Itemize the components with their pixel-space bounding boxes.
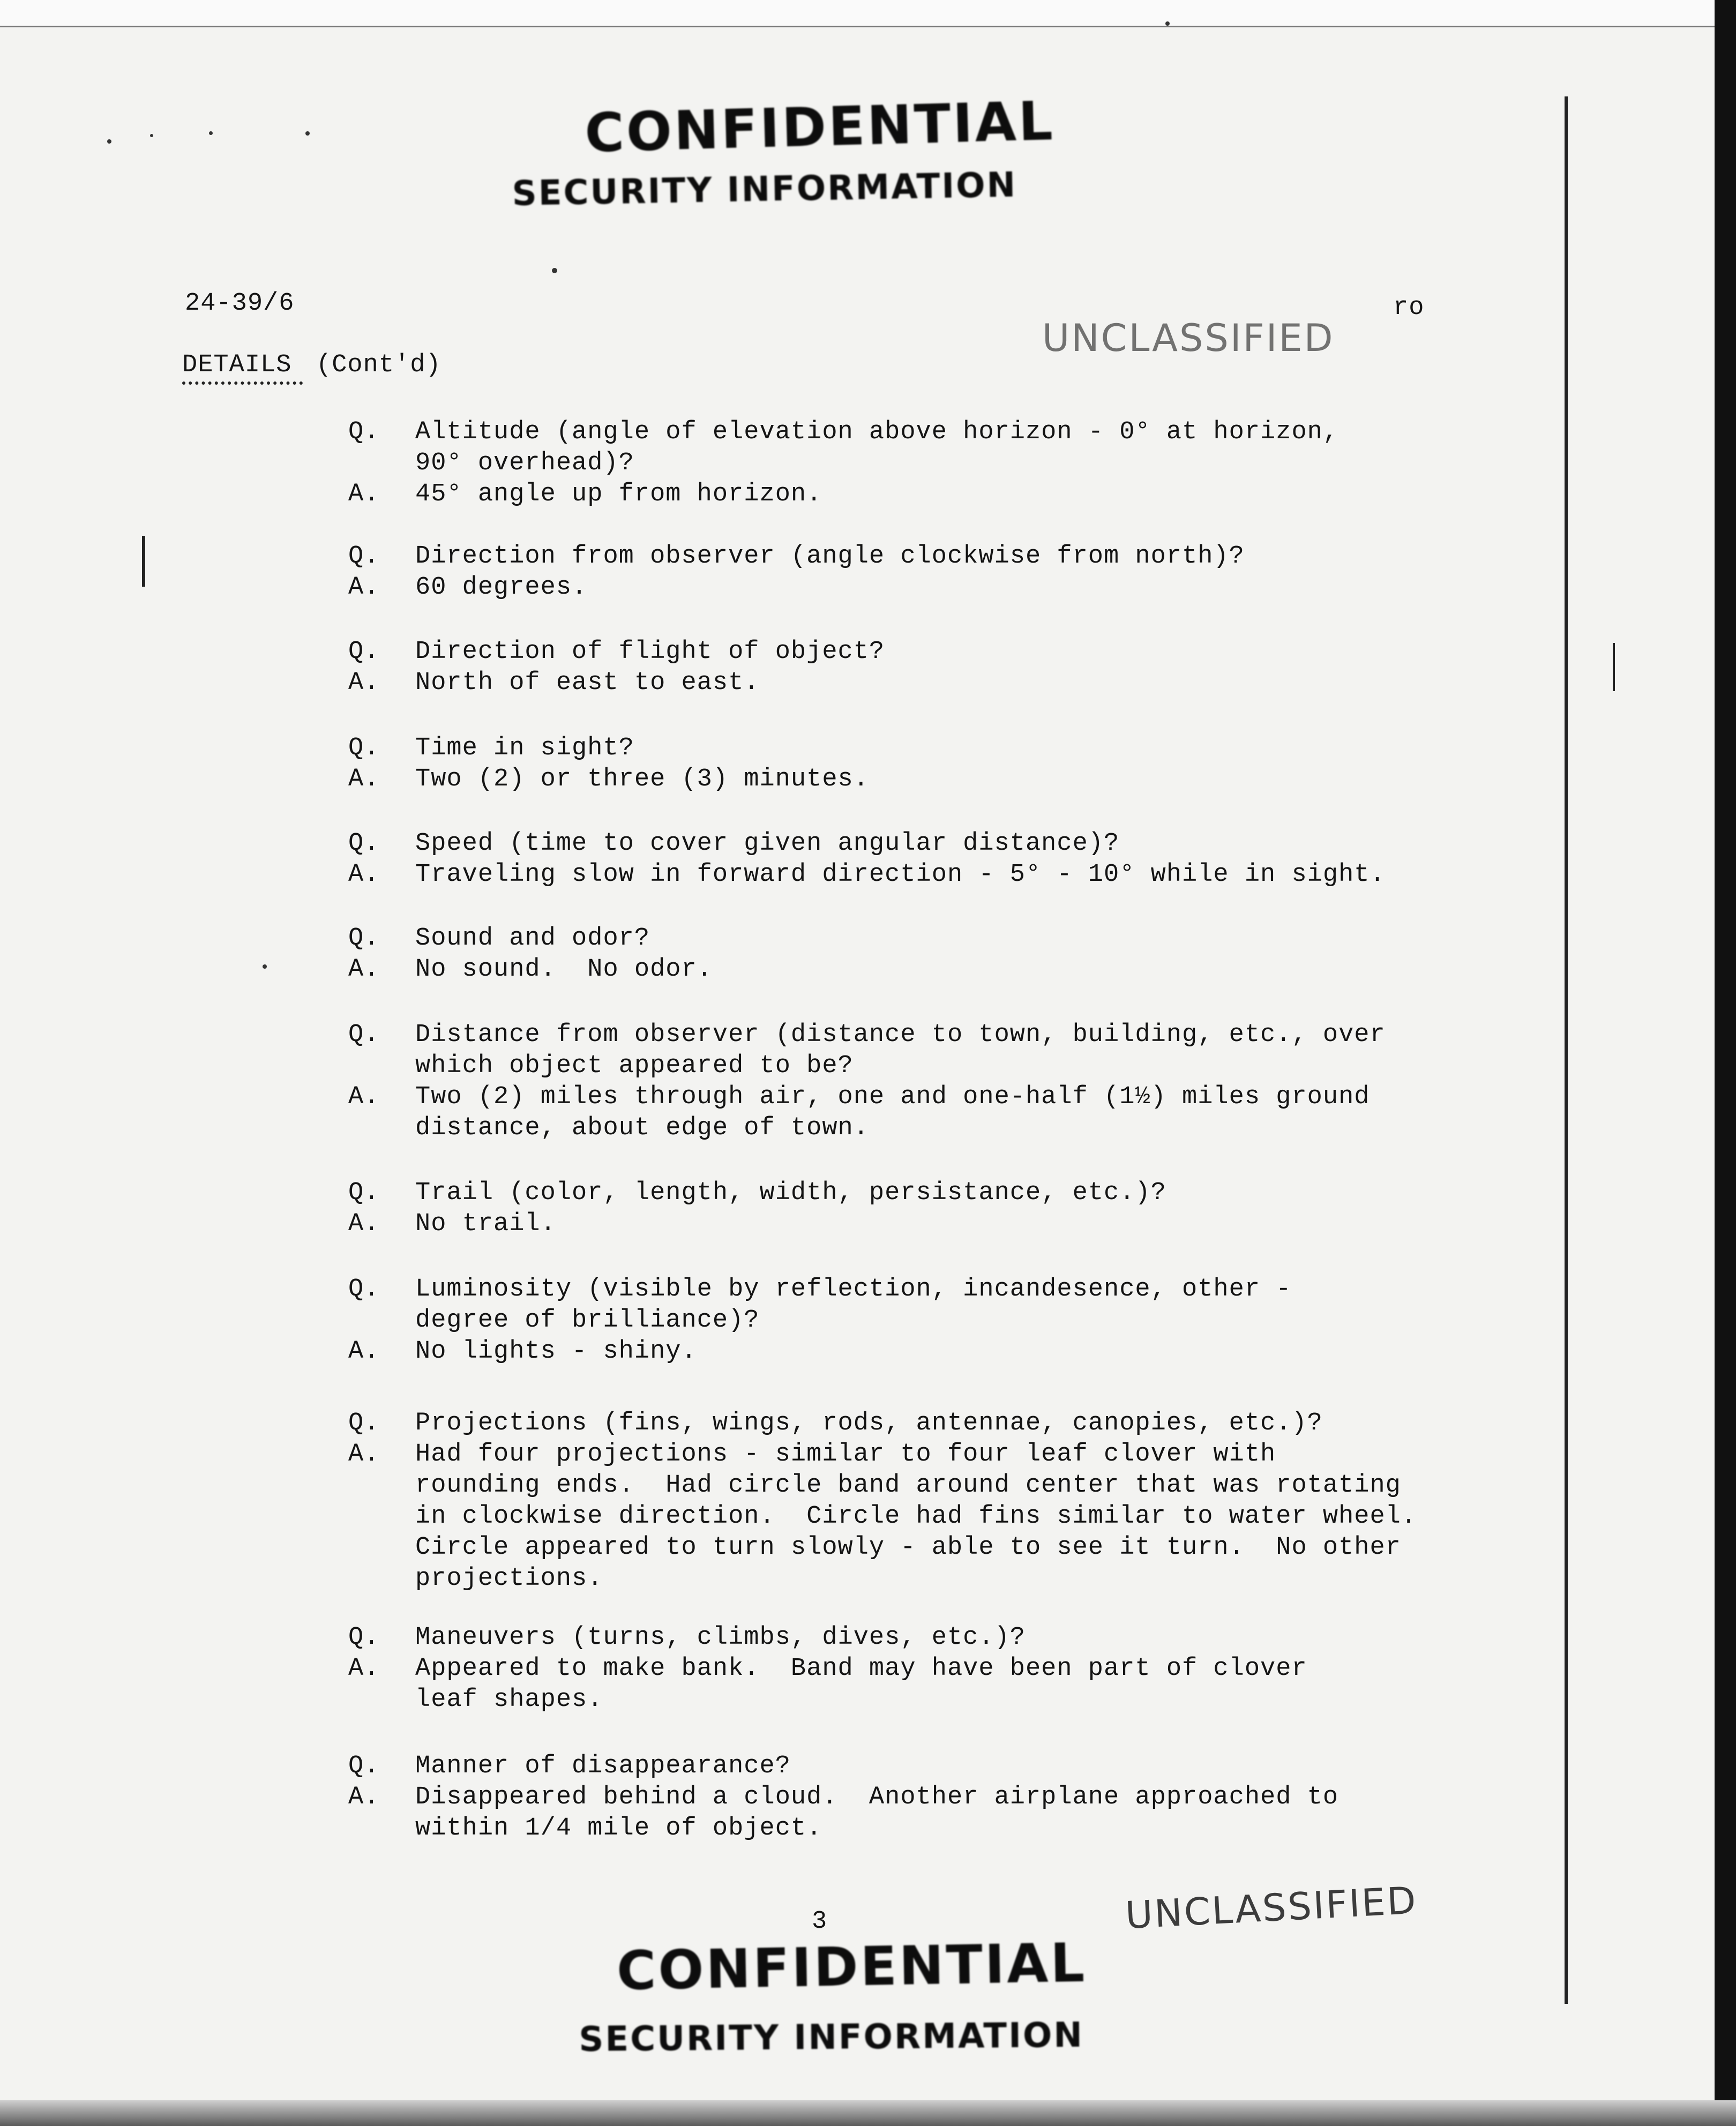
file-number: 24-39/6 xyxy=(185,289,295,318)
question-label: Q. xyxy=(348,829,380,858)
scan-speck xyxy=(150,134,153,137)
question-label: Q. xyxy=(348,1752,380,1780)
scan-speck xyxy=(552,268,557,273)
section-title-underline xyxy=(182,381,303,385)
question-text: which object appeared to be? xyxy=(415,1052,854,1080)
confidential-stamp-bottom: CONFIDENTIAL xyxy=(616,1931,1088,2002)
question-text: Maneuvers (turns, climbs, dives, etc.)? xyxy=(415,1623,1026,1652)
question-label: Q. xyxy=(348,542,380,571)
answer-text: 45° angle up from horizon. xyxy=(415,480,822,508)
question-text: Speed (time to cover given angular distance)? xyxy=(415,829,1120,858)
question-text: Time in sight? xyxy=(415,734,634,762)
answer-text: Had four projections - similar to four leaf clover with xyxy=(415,1440,1276,1469)
scan-margin-line xyxy=(1613,643,1615,691)
question-text: Manner of disappearance? xyxy=(415,1752,791,1780)
question-label: Q. xyxy=(348,1623,380,1652)
answer-label: A. xyxy=(348,1210,380,1238)
answer-label: A. xyxy=(348,573,380,602)
answer-text: distance, about edge of town. xyxy=(415,1114,869,1142)
question-text: Projections (fins, wings, rods, antennae, canopies, etc.)? xyxy=(415,1409,1323,1438)
answer-label: A. xyxy=(348,1337,380,1366)
question-label: Q. xyxy=(348,638,380,666)
scan-bottom-border xyxy=(0,2100,1736,2126)
answer-text: 60 degrees. xyxy=(415,573,588,602)
answer-text: No trail. xyxy=(415,1210,556,1238)
question-text: Distance from observer (distance to town, building, etc., over xyxy=(415,1021,1386,1049)
page-number: 3 xyxy=(812,1907,828,1936)
unclassified-stamp-top: UNCLASSIFIED xyxy=(1042,316,1335,360)
scan-speck xyxy=(107,139,111,144)
corner-mark: ro xyxy=(1393,294,1425,322)
question-label: Q. xyxy=(348,1179,380,1207)
answer-text: in clockwise direction. Circle had fins similar to water wheel. xyxy=(415,1502,1417,1531)
answer-label: A. xyxy=(348,860,380,889)
question-label: Q. xyxy=(348,1021,380,1049)
security-information-stamp-top: SECURITY INFORMATION xyxy=(512,165,1017,214)
scan-top-border xyxy=(0,0,1715,27)
question-text: Luminosity (visible by reflection, incandesence, other - xyxy=(415,1275,1292,1304)
scan-speck xyxy=(305,131,310,136)
answer-label: A. xyxy=(348,669,380,697)
scan-speck xyxy=(1165,21,1170,26)
scan-speck xyxy=(209,131,213,135)
question-label: Q. xyxy=(348,1275,380,1304)
answer-text: North of east to east. xyxy=(415,669,760,697)
scan-margin-line xyxy=(1565,96,1568,2004)
confidential-stamp-top: CONFIDENTIAL xyxy=(584,89,1056,164)
answer-text: Disappeared behind a cloud. Another airplane approached to xyxy=(415,1783,1339,1811)
section-contd: (Cont'd) xyxy=(316,351,442,379)
answer-text: Traveling slow in forward direction - 5° - 10° while in sight. xyxy=(415,860,1386,889)
section-title: DETAILS xyxy=(182,351,292,379)
question-label: Q. xyxy=(348,734,380,762)
question-text: Direction from observer (angle clockwise from north)? xyxy=(415,542,1245,571)
answer-label: A. xyxy=(348,1440,380,1469)
answer-text: Circle appeared to turn slowly - able to see it turn. No other xyxy=(415,1533,1401,1562)
answer-text: projections. xyxy=(415,1564,603,1593)
question-text: Altitude (angle of elevation above horizon - 0° at horizon, xyxy=(415,418,1339,446)
answer-text: within 1/4 mile of object. xyxy=(415,1814,822,1843)
answer-label: A. xyxy=(348,955,380,984)
question-text: Direction of flight of object? xyxy=(415,638,885,666)
question-label: Q. xyxy=(348,418,380,446)
scan-margin-line xyxy=(142,536,145,587)
answer-label: A. xyxy=(348,1655,380,1683)
answer-text: No lights - shiny. xyxy=(415,1337,697,1366)
scan-speck xyxy=(263,964,267,969)
answer-label: A. xyxy=(348,765,380,793)
question-text: 90° overhead)? xyxy=(415,449,634,477)
answer-text: No sound. No odor. xyxy=(415,955,713,984)
answer-text: Two (2) or three (3) minutes. xyxy=(415,765,869,793)
scan-right-border xyxy=(1715,0,1736,2126)
answer-label: A. xyxy=(348,1083,380,1111)
answer-text: rounding ends. Had circle band around center that was rotating xyxy=(415,1471,1401,1500)
question-label: Q. xyxy=(348,924,380,953)
question-text: Sound and odor? xyxy=(415,924,650,953)
question-text: degree of brilliance)? xyxy=(415,1306,760,1335)
answer-label: A. xyxy=(348,480,380,508)
security-information-stamp-bottom: SECURITY INFORMATION xyxy=(579,2015,1084,2060)
answer-text: Two (2) miles through air, one and one-half (1½) miles ground xyxy=(415,1083,1370,1111)
answer-label: A. xyxy=(348,1783,380,1811)
answer-text: Appeared to make bank. Band may have been part of clover xyxy=(415,1655,1307,1683)
question-label: Q. xyxy=(348,1409,380,1438)
unclassified-stamp-bottom: UNCLASSIFIED xyxy=(1124,1878,1419,1938)
answer-text: leaf shapes. xyxy=(415,1686,603,1714)
question-text: Trail (color, length, width, persistance, etc.)? xyxy=(415,1179,1166,1207)
